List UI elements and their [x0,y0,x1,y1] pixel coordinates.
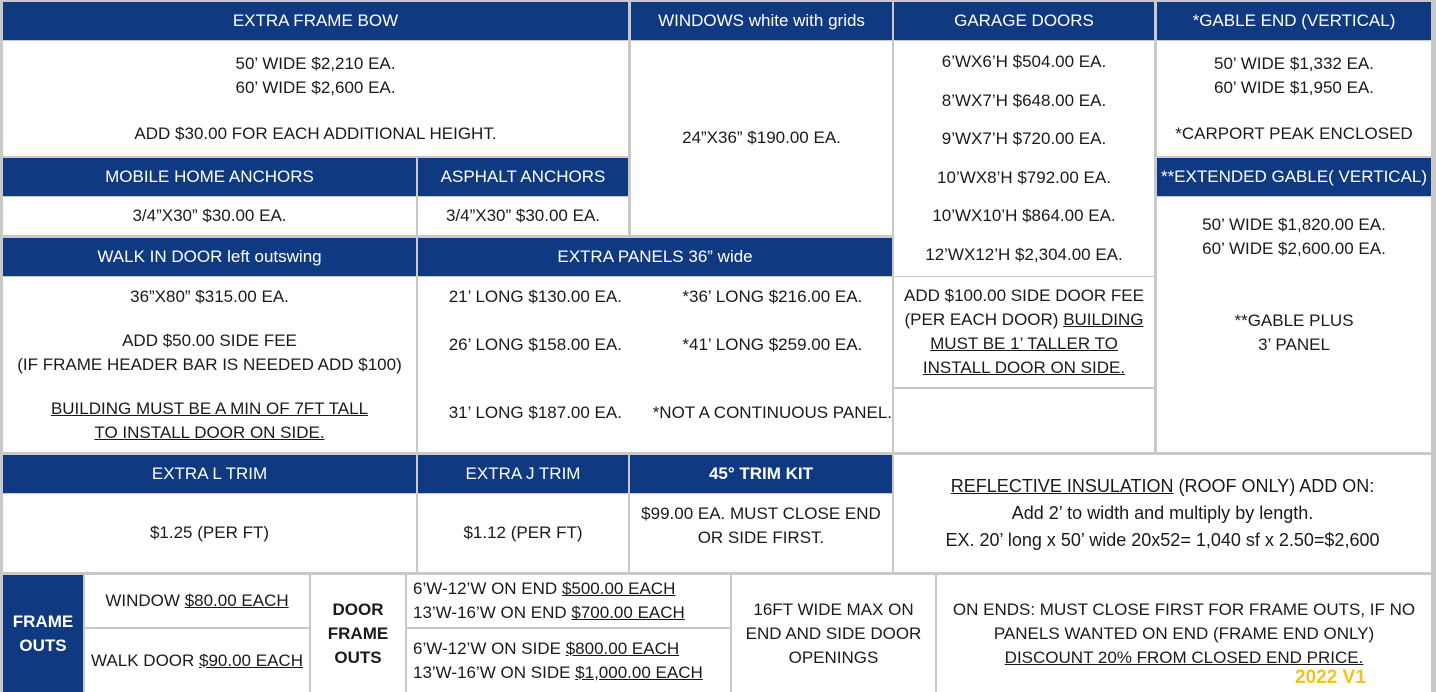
extended-gable-50-wide: 50’ WIDE $1,820.00 EA. [1202,215,1386,234]
garage-doors-header [894,2,1154,40]
version-stamp: 2022 V1 [1295,667,1366,688]
end-frame-out-6-12 [413,577,675,601]
door-opening-max-line1: 16FT WIDE MAX ON [753,599,914,619]
reflective-insulation [894,455,1431,572]
trim-kit-title: 45° TRIM KIT [708,464,814,483]
frame-out-window-text [105,589,288,613]
l-trim-price: $1.25 (PER FT) [149,523,270,542]
garage-door-side-fee [894,277,1154,387]
end-frame-out-6-12-label: 6’W-12’W ON END [413,579,562,598]
extra-frame-bow-header [3,2,628,40]
garage-door-size: 9’WX7’H $720.00 EA. [941,129,1107,149]
asphalt-anchors-header [418,158,628,196]
reflective-insulation-title [951,473,1374,500]
windows-title: WINDOWS white with grids [658,11,865,30]
l-trim-title: EXTRA L TRIM [151,464,268,483]
walk-in-door-header-bar-fee: (IF FRAME HEADER BAR IS NEEDED ADD $100) [17,354,402,374]
l-trim-header [3,455,416,493]
asphalt-anchors-body [418,197,628,235]
window-24x36-price: 24”X36” $190.00 EA. [682,128,841,147]
garage-fee-line2-plain: (PER EACH DOOR) [904,310,1064,329]
frame-out-walk-door [85,629,309,692]
j-trim-body [418,494,628,572]
end-frame-out-13-16-label: 13’W-16’W ON END [413,603,572,622]
panel-length-price: *41’ LONG $259.00 EA. [682,335,863,354]
walk-in-door-body [3,277,416,452]
garage-doors-title: GARAGE DOORS [954,11,1094,30]
door-opening-max-line3: OPENINGS [788,647,879,667]
frame-out-window-price: $80.00 EACH [184,591,289,610]
garage-empty-cell [894,389,1154,452]
mobile-home-anchor-price: 3/4”X30” $30.00 EA. [132,206,287,225]
garage-door-size: 8’WX7’H $648.00 EA. [941,90,1107,110]
side-frame-out-13-16 [413,661,703,685]
panel-length-price: 26’ LONG $158.00 EA. [448,335,622,354]
reflective-insulation-instruction: Add 2’ to width and multiply by length. [1011,503,1314,523]
extra-panels-header [418,238,892,276]
trim-kit-price: $99.00 EA. MUST CLOSE END [641,504,881,523]
garage-fee-line1: ADD $100.00 SIDE DOOR FEE [904,286,1144,305]
extended-gable-body [1157,197,1431,452]
walk-in-door-requirement2: TO INSTALL DOOR ON SIDE. [94,422,325,442]
frame-out-walk-door-text [91,649,303,673]
extra-frame-bow-title: EXTRA FRAME BOW [232,11,399,30]
garage-fee-line2-underlined: BUILDING [1063,310,1144,329]
end-frame-out-13-16 [413,601,685,625]
walk-in-door-side-fee: ADD $50.00 SIDE FEE [122,330,297,350]
j-trim-header [418,455,628,493]
door-frame-outs-line1: DOOR [332,599,384,619]
gable-end-header [1157,2,1431,40]
end-frame-out-13-16-price: $700.00 EACH [571,603,685,622]
frame-outs-label-line1: FRAME [12,611,74,631]
side-frame-out-6-12-label: 6’W-12’W ON SIDE [413,638,566,658]
gable-end-body [1157,41,1431,156]
garage-door-size: 6’WX6’H $504.00 EA. [941,52,1107,72]
reflective-insulation-title-rest: (ROOF ONLY) ADD ON: [1173,476,1375,496]
extended-gable-header [1157,158,1431,196]
reflective-insulation-title-underlined: REFLECTIVE INSULATION [950,476,1174,496]
extra-panels-title: EXTRA PANELS 36” wide [557,247,753,266]
frame-bow-50-wide: 50’ WIDE $2,210 EA. [235,53,396,73]
walk-in-door-header [3,238,416,276]
extended-gable-note2: 3’ PANEL [1258,335,1330,354]
extended-gable-note1: **GABLE PLUS [1234,311,1354,330]
j-trim-title: EXTRA J TRIM [465,464,581,483]
ends-note-line2: PANELS WANTED ON END (FRAME END ONLY) [993,623,1375,643]
trim-kit-note: OR SIDE FIRST. [697,528,825,547]
panel-length-price: 31’ LONG $187.00 EA. [448,402,622,422]
garage-doors-sizes [894,41,1154,276]
reflective-insulation-example: EX. 20’ long x 50’ wide 20x52= 1,040 sf x 2.50=$2,600 [945,530,1380,550]
frame-out-walk-door-price: $90.00 EACH [199,650,303,670]
frame-bow-height-note: ADD $30.00 FOR EACH ADDITIONAL HEIGHT. [134,123,497,143]
mobile-home-anchors-title: MOBILE HOME ANCHORS [105,167,314,186]
gable-end-title: *GABLE END (VERTICAL) [1192,11,1396,30]
garage-door-size: 10’WX10’H $864.00 EA. [932,206,1116,226]
frame-out-walk-door-label: WALK DOOR [91,650,200,670]
mobile-home-anchors-body [3,197,416,235]
side-frame-out-6-12 [413,637,679,661]
extended-gable-60-wide: 60’ WIDE $2,600.00 EA. [1202,239,1386,258]
garage-fee-line4: INSTALL DOOR ON SIDE. [922,358,1126,377]
windows-header [631,2,892,40]
panel-length-price: *36’ LONG $216.00 EA. [682,287,863,306]
windows-body [631,41,892,235]
ends-note-line1: ON ENDS: MUST CLOSE FIRST FOR FRAME OUTS, IF NO [952,599,1416,619]
gable-end-50-wide: 50’ WIDE $1,332 EA. [1213,53,1374,73]
frame-out-window [85,575,309,627]
l-trim-body [3,494,416,572]
door-opening-max-line2: END AND SIDE DOOR [745,623,922,643]
panel-continuous-note: *NOT A CONTINUOUS PANEL. [652,402,892,422]
walk-in-door-requirement1: BUILDING MUST BE A MIN OF 7FT TALL [50,398,369,418]
door-frame-outs-side [407,629,730,692]
walk-in-door-title: WALK IN DOOR left outswing [97,247,322,266]
door-opening-max [732,575,935,692]
gable-end-note: *CARPORT PEAK ENCLOSED [1175,123,1413,143]
frame-outs-label-line2: OUTS [19,635,67,655]
j-trim-price: $1.12 (PER FT) [463,523,583,542]
garage-door-size: 10’WX8’H $792.00 EA. [937,167,1111,187]
garage-fee-line2 [905,308,1144,332]
frame-outs-label [3,575,83,692]
door-frame-outs-end [407,575,730,627]
door-frame-outs-line3: OUTS [334,647,382,667]
ends-note-discount: DISCOUNT 20% FROM CLOSED END PRICE. [1004,647,1364,667]
extra-panels-body [418,277,892,452]
side-frame-out-13-16-price: $1,000.00 EACH [575,662,703,682]
panel-length-price: 21’ LONG $130.00 EA. [448,287,622,306]
side-frame-out-13-16-label: 13’W-16’W ON SIDE [413,662,576,682]
extended-gable-title: **EXTENDED GABLE( VERTICAL) [1160,167,1428,186]
extra-frame-bow-body [3,41,628,156]
side-frame-out-6-12-price: $800.00 EACH [565,638,680,658]
garage-fee-line3: MUST BE 1’ TALLER TO [930,334,1118,353]
garage-door-size: 12’WX12’H $2,304.00 EA. [925,244,1123,264]
door-frame-outs-label [311,575,405,692]
walk-in-door-price: 36”X80” $315.00 EA. [130,286,289,306]
frame-out-window-label: WINDOW [105,591,185,610]
gable-end-60-wide: 60’ WIDE $1,950 EA. [1213,77,1374,97]
end-frame-out-6-12-price: $500.00 EACH [561,579,676,598]
asphalt-anchor-price: 3/4”X30” $30.00 EA. [445,206,601,225]
trim-kit-body [630,494,892,572]
mobile-home-anchors-header [3,158,416,196]
door-frame-outs-line2: FRAME [327,623,389,643]
asphalt-anchors-title: ASPHALT ANCHORS [440,167,606,186]
trim-kit-header [630,455,892,493]
frame-bow-60-wide: 60’ WIDE $2,600 EA. [235,77,396,97]
